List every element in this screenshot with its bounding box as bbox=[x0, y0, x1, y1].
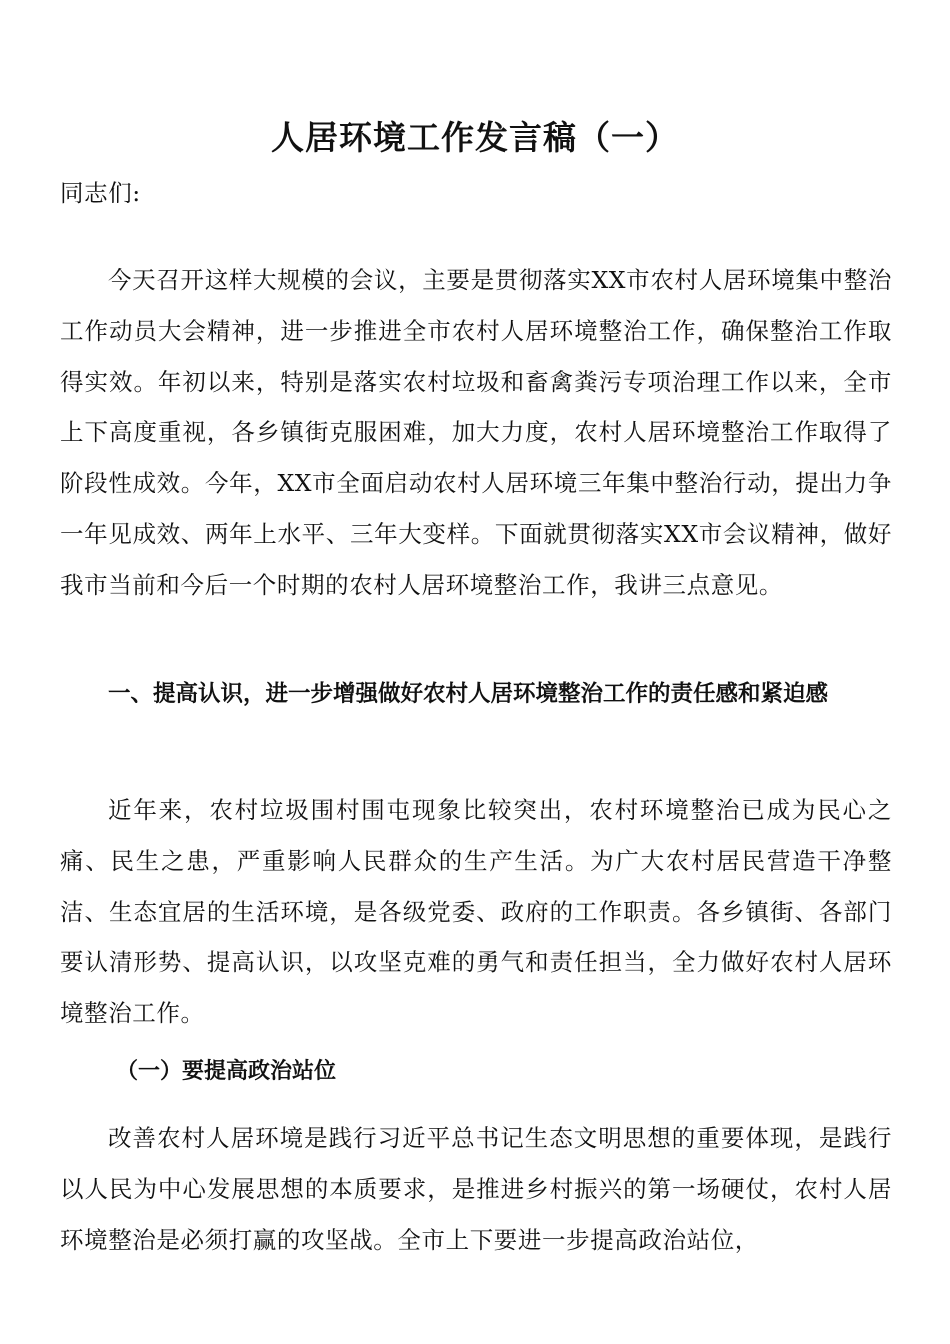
document-title: 人居环境工作发言稿（一） bbox=[271, 118, 679, 157]
subsection-heading-1: （一）要提高政治站位 bbox=[116, 1059, 337, 1084]
section-heading-1: 一、提高认识，进一步增强做好农村人居环境整治工作的责任感和紧迫感 bbox=[108, 681, 829, 707]
paragraph-section-1: 近年来，农村垃圾围村围屯现象比较突出，农村环境整治已成为民心之痛、民生之患，严重影响人民群众的生产生活。为广大农村居民营造干净整洁、生态宜居的生活环境，是各级党委、政府的工作职责。各乡镇街、各部门要认清形势、提高认识，以攻坚克难的勇气和责任担当，全力做好农村人居环境整治工作。 bbox=[60, 796, 892, 1028]
paragraph-subsection-1: 改善农村人居环境是践行习近平总书记生态文明思想的重要体现，是践行以人民为中心发展思想的本质要求，是推进乡村振兴的第一场硬仗，农村人居环境整治是必须打赢的攻坚战。全市上下要进一步提高政治站位， bbox=[60, 1124, 892, 1254]
paragraph-intro: 今天召开这样大规模的会议，主要是贯彻落实XX市农村人居环境集中整治工作动员大会精神，进一步推进全市农村人居环境整治工作，确保整治工作取得实效。年初以来，特别是落实农村垃圾和畜禽粪污专项治理工作以来，全市上下高度重视，各乡镇街克服困难，加大力度，农村人居环境整治工作取得了阶段性成效。今年，XX市全面启动农村人居环境三年集中整治行动，提出力争一年见成效、两年上水平、三年大变样。下面就贯彻落实XX市会议精神，做好我市当前和今后一个时期的农村人居环境整治工作，我讲三点意见。 bbox=[60, 266, 892, 599]
salutation: 同志们: bbox=[60, 179, 141, 207]
